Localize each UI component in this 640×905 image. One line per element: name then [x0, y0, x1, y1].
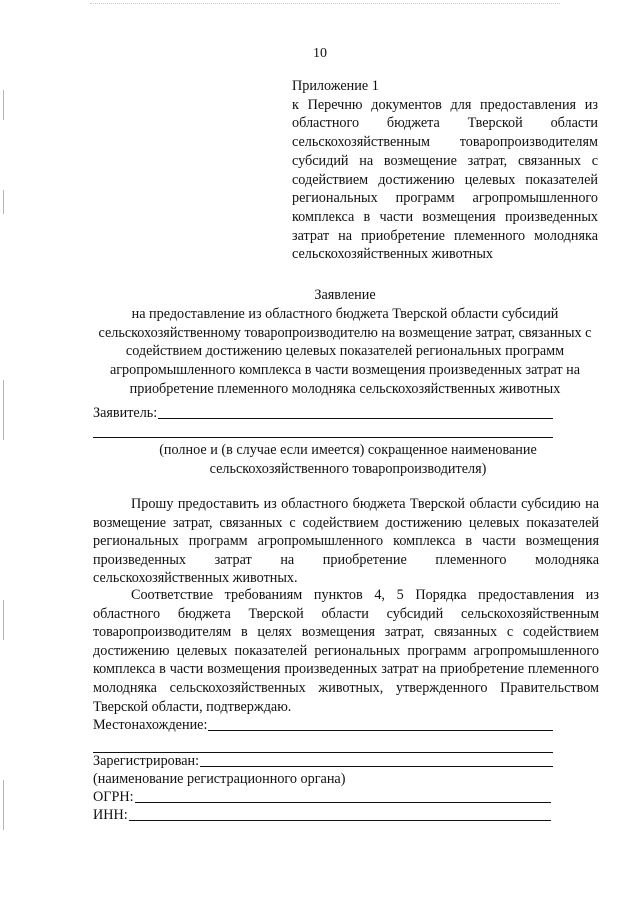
- registered-input-line[interactable]: [200, 766, 553, 767]
- statement-subtitle: на предоставление из областного бюджета Тверской области субсидий сельскохозяйственному товаропроизводителю на возмещение затрат, связанных с содействием достижению целевых показателей региональных программ агропромышленного комплекса в части возмещения произведенных затрат на приобретение племенного молодняка сельскохозяйственных животных: [98, 306, 592, 397]
- location-input-line[interactable]: [208, 730, 553, 731]
- statement-title: Заявление: [314, 287, 376, 303]
- applicant-input-line[interactable]: [158, 418, 553, 419]
- page-number: 10: [313, 46, 327, 61]
- scan-margin-marks: [3, 80, 5, 860]
- location-field[interactable]: [93, 716, 553, 734]
- registered-field[interactable]: [93, 752, 553, 770]
- inn-label: ИНН:: [93, 807, 128, 823]
- applicant-name-hint: (полное и (в случае если имеется) сокращенное наименование сельскохозяйственного товаропроизводителя): [159, 442, 537, 477]
- registered-label: Зарегистрирован:: [93, 753, 200, 769]
- scan-edge-marks: [90, 3, 560, 6]
- registration-authority-hint: (наименование регистрационного органа): [93, 771, 346, 787]
- inn-field[interactable]: [93, 806, 551, 824]
- applicant-second-line[interactable]: [93, 437, 553, 438]
- applicant-field[interactable]: [93, 404, 553, 422]
- appendix-body: к Перечню документов для предоставления из областного бюджета Тверской области сельскохозяйственным товаропроизводителям субсидий на возмещение затрат, связанных с содействием достижению целевых показателей региональных программ агропромышленного комплекса в части возмещения произведенных затрат на приобретение племенного молодняка сельскохозяйственных животных: [292, 96, 598, 263]
- ogrn-field[interactable]: [93, 788, 551, 806]
- appendix-title: Приложение 1: [292, 78, 379, 94]
- appendix-header: [292, 77, 598, 264]
- inn-input-line[interactable]: [129, 820, 551, 821]
- ogrn-label: ОГРН:: [93, 789, 134, 805]
- confirmation-paragraph: Соответствие требованиям пунктов 4, 5 Порядка предоставления из областного бюджета Тверской области субсидий сельскохозяйственным товаропроизводителям в целях возмещения затрат, связанных с содействием достижению целевых показателей региональных программ агропромышленного комплекса в части возмещения произведенных затрат на приобретение племенного молодняка сельскохозяйственных животных, утвержденного Правительством Тверской области, подтверждаю.: [93, 587, 599, 715]
- location-label: Местонахождение:: [93, 717, 208, 733]
- ogrn-input-line[interactable]: [135, 802, 551, 803]
- applicant-label: Заявитель:: [93, 405, 158, 421]
- request-paragraph: Прошу предоставить из областного бюджета Тверской области субсидию на возмещение затрат, связанных с содействием достижению целевых показателей региональных программ агропромышленного комплекса в части возмещения произведенных затрат на приобретение племенного молодняка сельскохозяйственных животных.: [93, 496, 599, 587]
